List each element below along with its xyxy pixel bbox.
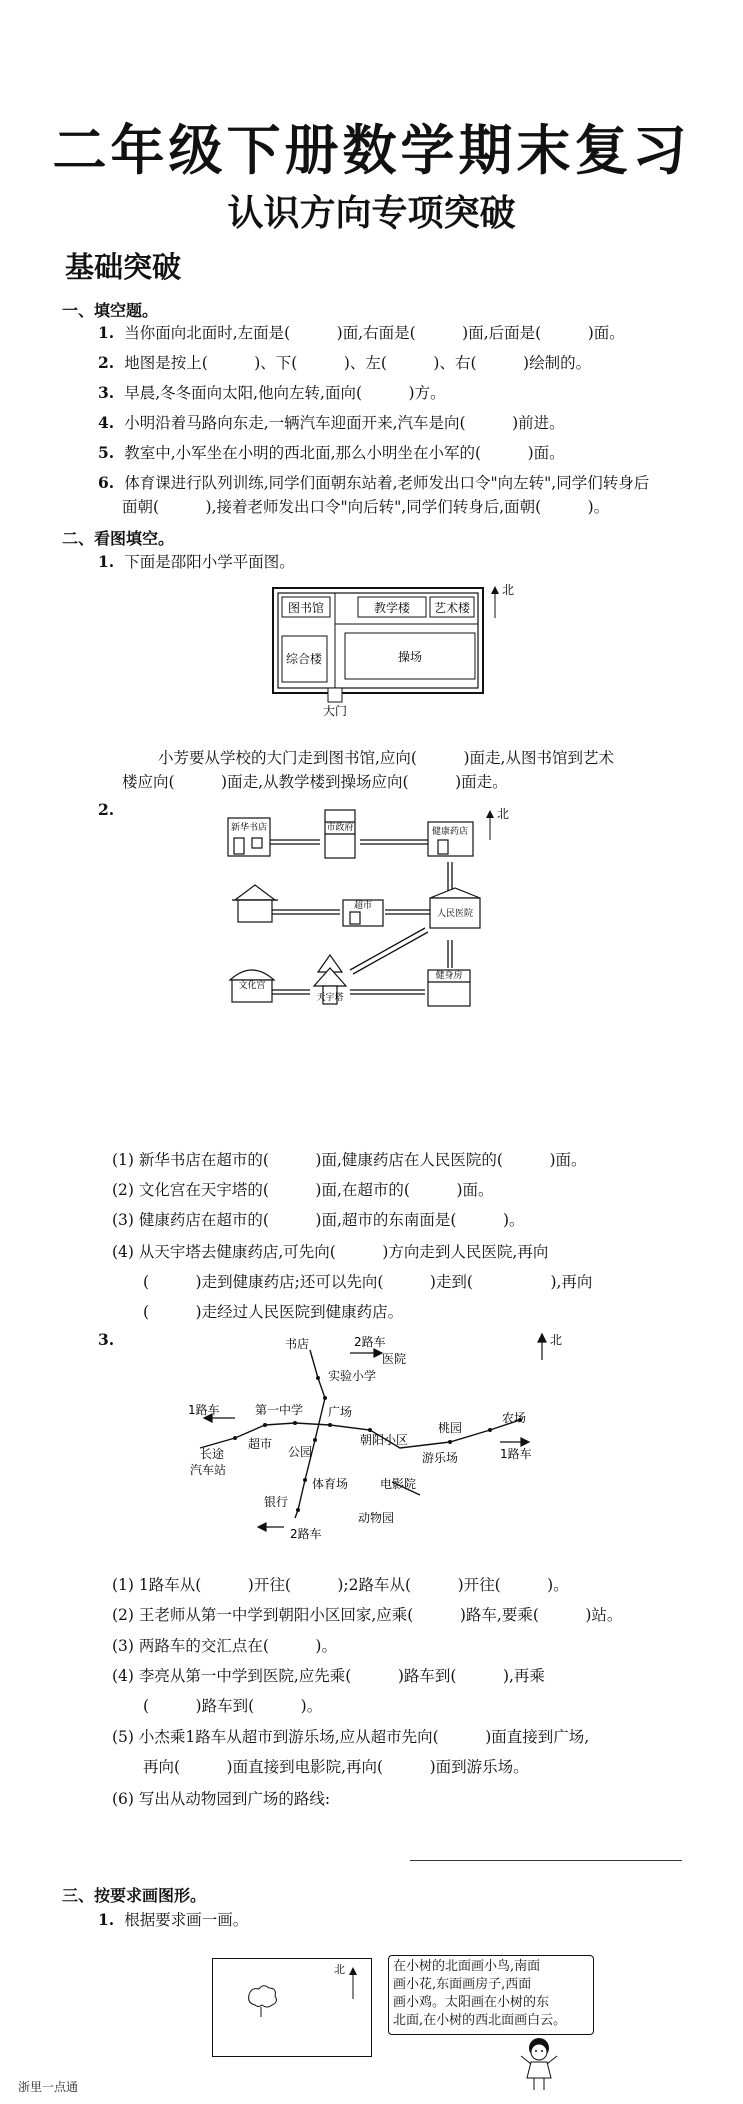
q3-line-4: (4) 李亮从第一中学到医院,应先乘( )路车到( ),再乘 xyxy=(112,1667,545,1685)
page-subtitle: 认识方向专项突破 xyxy=(227,193,516,234)
drawing-box xyxy=(212,1958,372,2057)
page-title: 二年级下册数学期末复习 xyxy=(52,119,691,182)
north-label: 北 xyxy=(334,1963,345,1976)
bus2-bottom-label: 2路车 xyxy=(290,1527,322,1541)
hospital-stop-label: 医院 xyxy=(382,1352,407,1366)
answer-line xyxy=(410,1860,682,1861)
section1-label: 一、填空题。 xyxy=(62,301,159,320)
map-question-1: 1. 下面是邵阳小学平面图。 xyxy=(98,552,295,571)
q3-line-3: (3) 两路车的交汇点在( )。 xyxy=(112,1637,337,1655)
north-arrow-icon xyxy=(491,586,499,594)
bus1-left-label: 1路车 xyxy=(188,1403,220,1417)
section-heading: 基础突破 xyxy=(65,250,182,284)
q2-line-5: ( )走到健康药店;还可以先向( )走到( ),再向 xyxy=(112,1273,593,1291)
peach-garden-label: 桃园 xyxy=(438,1421,463,1435)
map-question-1-text2: 楼应向( )面走,从教学楼到操场应向( )面走。 xyxy=(122,773,508,791)
section3-label: 三、按要求画图形。 xyxy=(62,1886,207,1905)
map-question-2-number: 2. xyxy=(98,800,115,819)
bank-label: 银行 xyxy=(264,1495,289,1509)
q3-line-2: (2) 王老师从第一中学到朝阳小区回家,应乘( )路车,要乘( )站。 xyxy=(112,1606,623,1624)
library-label: 图书馆 xyxy=(287,601,325,615)
bookstore-label: 书店 xyxy=(285,1337,310,1351)
square-label: 广场 xyxy=(328,1405,353,1419)
fill-question-3: 3. 早晨,冬冬面向太阳,他向左转,面向( )方。 xyxy=(98,383,446,402)
pharmacy-label: 健康药店 xyxy=(431,827,469,837)
city-government-label: 市政府 xyxy=(326,823,354,833)
north-label: 北 xyxy=(497,807,510,821)
girl-cartoon-icon xyxy=(515,2034,565,2094)
teaching-building-label: 教学楼 xyxy=(373,601,411,615)
bus-route-map xyxy=(170,1330,570,1555)
supermarket-label: 超市 xyxy=(353,901,373,911)
footer-text: 浙里一点通 xyxy=(18,2080,79,2094)
instruction-bubble: 在小树的北面画小鸟,南面 画小花,东面画房子,西面 画小鸡。太阳画在小树的东 北面,在小树的西北面画白云。 xyxy=(388,1955,594,2035)
fill-question-4: 4. 小明沿着马路向东走,一辆汽车迎面开来,汽车是向( )前进。 xyxy=(98,413,565,432)
fill-question-1: 1. 当你面向北面时,左面是( )面,右面是( )面,后面是( )面。 xyxy=(98,323,625,342)
fill-question-6-cont: 面朝( ),接着老师发出口令"向后转",同学们转身后,面朝( )。 xyxy=(122,498,610,516)
q2-line-2: (2) 文化宫在天宇塔的( )面,在超市的( )面。 xyxy=(112,1181,494,1199)
middle-school-label: 第一中学 xyxy=(255,1403,304,1417)
q3-line-1: (1) 1路车从( )开往( );2路车从( )开往( )。 xyxy=(112,1576,569,1594)
q2-line-1: (1) 新华书店在超市的( )面,健康药店在人民医院的( )面。 xyxy=(112,1151,587,1169)
hospital-label: 人民医院 xyxy=(436,909,474,919)
bus-station-label: 汽车站 xyxy=(190,1463,227,1477)
fill-question-2: 2. 地图是按上( )、下( )、左( )、右( )绘制的。 xyxy=(98,353,592,372)
stadium-label: 体育场 xyxy=(312,1477,349,1491)
north-arrow-icon xyxy=(486,810,494,818)
north-label: 北 xyxy=(502,583,515,597)
draw-question-1: 1. 根据要求画一画。 xyxy=(98,1910,249,1929)
q3-line-7: 再向( )面直接到电影院,再向( )面到游乐场。 xyxy=(112,1758,529,1776)
complex-building-label: 综合楼 xyxy=(285,652,323,666)
fill-question-5: 5. 教室中,小军坐在小明的西北面,那么小明坐在小军的( )面。 xyxy=(98,443,565,462)
north-label: 北 xyxy=(550,1333,563,1347)
zoo-label: 动物园 xyxy=(358,1511,395,1525)
gym-label: 健身房 xyxy=(435,971,463,981)
q3-line-8: (6) 写出从动物园到广场的路线: xyxy=(112,1790,331,1808)
school-stop-label: 实验小学 xyxy=(328,1369,377,1383)
supermarket-stop-label: 超市 xyxy=(248,1437,273,1451)
q3-line-6: (5) 小杰乘1路车从超市到游乐场,应从超市先向( )面直接到广场, xyxy=(112,1728,590,1746)
school-map xyxy=(270,578,520,718)
chaoyang-label: 朝阳小区 xyxy=(360,1433,409,1447)
park-label: 公园 xyxy=(288,1445,313,1459)
amusement-park-label: 游乐场 xyxy=(422,1451,459,1465)
q2-line-6: ( )走经过人民医院到健康药店。 xyxy=(112,1303,404,1321)
bus2-top-label: 2路车 xyxy=(354,1335,386,1349)
art-building-label: 艺术楼 xyxy=(433,601,471,615)
map-question-1-text1: 小芳要从学校的大门走到图书馆,应向( )面走,从图书馆到艺术 xyxy=(158,749,614,767)
q2-line-4: (4) 从天宇塔去健康药店,可先向( )方向走到人民医院,再向 xyxy=(112,1243,549,1261)
playground-label: 操场 xyxy=(397,650,423,664)
farm-label: 农场 xyxy=(502,1411,527,1425)
gate-label: 大门 xyxy=(322,704,348,718)
tree-icon xyxy=(249,1986,277,2017)
north-arrow-icon xyxy=(349,1967,357,1975)
xinhua-bookstore-label: 新华书店 xyxy=(230,823,268,833)
section2-label: 二、看图填空。 xyxy=(62,529,175,548)
culture-palace-label: 文化宫 xyxy=(238,981,266,991)
bus1-right-label: 1路车 xyxy=(500,1447,532,1461)
cinema-label: 电影院 xyxy=(380,1477,417,1491)
city-map xyxy=(210,800,510,1030)
map-question-3-number: 3. xyxy=(98,1330,115,1349)
q2-line-3: (3) 健康药店在超市的( )面,超市的东南面是( )。 xyxy=(112,1211,525,1229)
fill-question-6: 6. 体育课进行队列训练,同学们面朝东站着,老师发出口令"向左转",同学们转身后 xyxy=(98,473,650,492)
q3-line-5: ( )路车到( )。 xyxy=(112,1697,323,1715)
tower-label: 天宇塔 xyxy=(316,993,344,1003)
changtu-label: 长途 xyxy=(200,1447,225,1461)
